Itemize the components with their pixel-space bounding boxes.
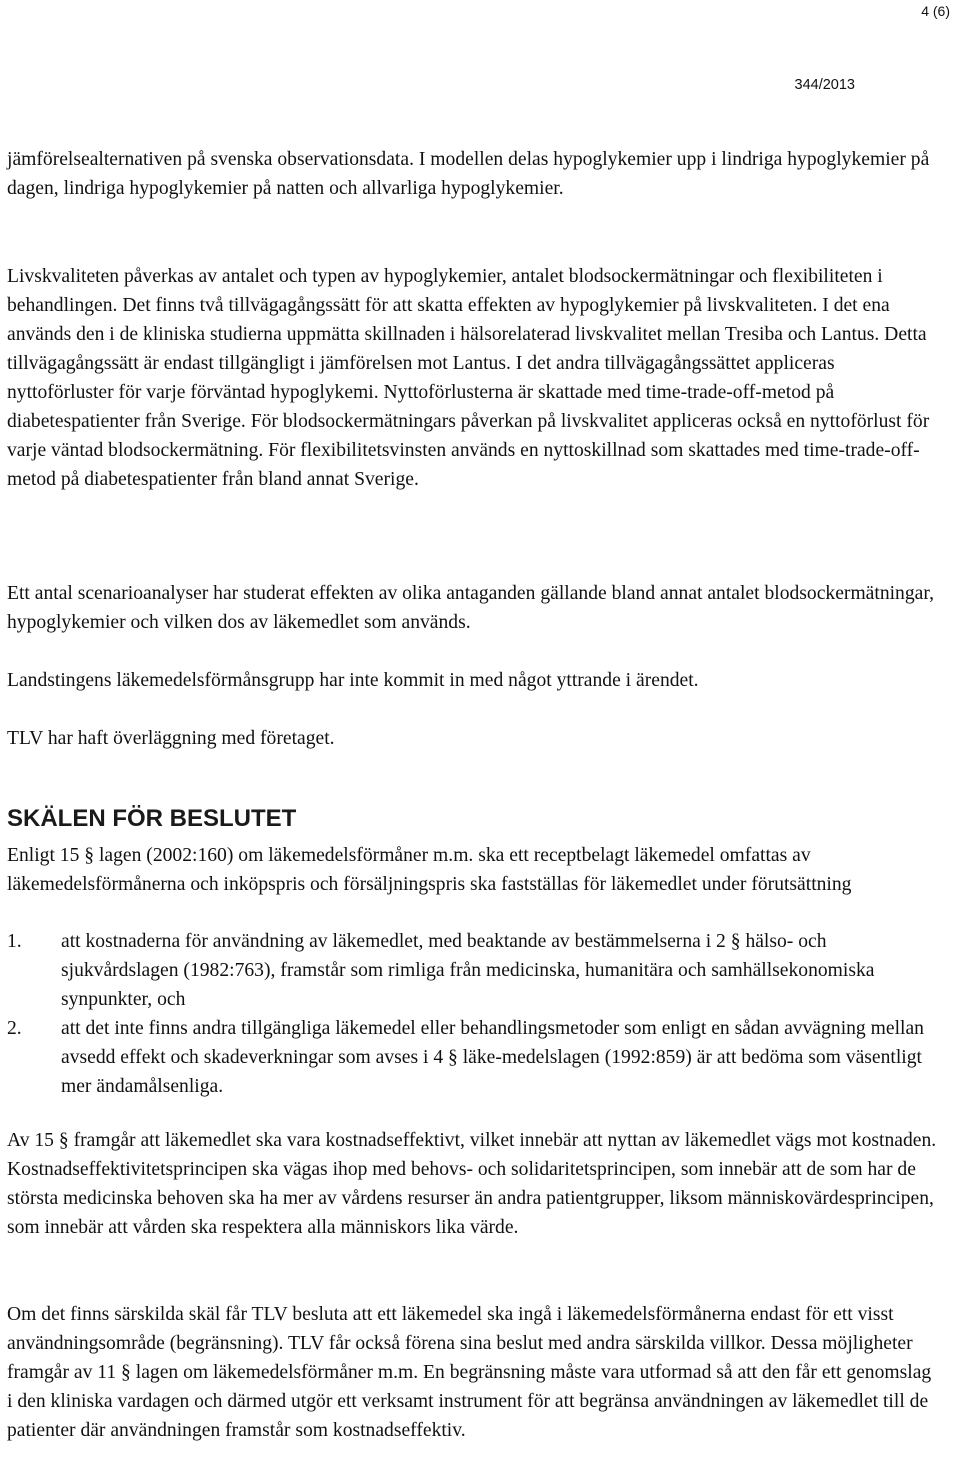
list-item [7, 927, 937, 1014]
conditions-list [7, 927, 937, 1101]
paragraph-landstingen: Landstingens läkemedelsförmånsgrupp har inte kommit in med något yttrande i ärendet. [7, 670, 699, 691]
list-item [7, 1014, 937, 1101]
list-item-text: att det inte finns andra tillgängliga läkemedel eller behandlingsmetoder som enligt en sådan avvägning mellan avsedd effekt och skadeverkningar som avses i 4 § läke-medelslagen (1992:859) är att bedöma som väsentligt mer ändamålsenliga. [61, 1018, 924, 1097]
list-item-number: 1. [7, 931, 22, 952]
paragraph-tlv-deliberation: TLV har haft överläggning med företaget. [7, 728, 335, 749]
page-number: 4 (6) [921, 3, 950, 19]
paragraph-cost-effectiveness: Av 15 § framgår att läkemedlet ska vara kostnadseffektivt, vilket innebär att nyttan av läkemedlet vägs mot kostnaden. Kostnadseffektivitetsprincipen ska vägas ihop med behovs- och solidaritetsprincipen, som innebär att de som har de största medicinska behoven ska ha mer av vårdens resurser än andra patientgrupper, liksom människovärdesprincipen, som innebär att vården ska respektera alla människors lika värde. [7, 1130, 937, 1238]
paragraph-legal-basis: Enligt 15 § lagen (2002:160) om läkemedelsförmåner m.m. ska ett receptbelagt läkemedel omfattas av läkemedelsförmånerna och inköpspris och försäljningspris ska fastställas för läkemedlet under förutsättning [7, 845, 852, 895]
document-reference: 344/2013 [794, 77, 855, 93]
list-item-text: att kostnaderna för användning av läkemedlet, med beaktande av bestämmelserna i 2 § hälso- och sjukvårdslagen (1982:763), framstår som rimliga från medicinska, humanitära och samhällsekonomiska synpunkter, och [61, 931, 875, 1010]
paragraph-scenario-analyses: Ett antal scenarioanalyser har studerat effekten av olika antaganden gällande bland annat antalet blodsockermätningar, hypoglykemier och vilken dos av läkemedlet som används. [7, 583, 934, 633]
paragraph-special-reasons: Om det finns särskilda skäl får TLV besluta att ett läkemedel ska ingå i läkemedelsförmånerna endast för ett visst användningsområde (begränsning). TLV får också förena sina beslut med andra särskilda villkor. Dessa möjligheter framgår av 11 § lagen om läkemedelsförmåner m.m. En begränsning måste vara utformad så att den får ett genomslag i den kliniska vardagen och därmed utgör ett verksamt instrument för att begränsa användningen av läkemedlet till de patienter där användningen framstår som kostnadseffektiv. [7, 1304, 932, 1441]
paragraph-model-hypoglycemia: jämförelsealternativen på svenska observationsdata. I modellen delas hypoglykemier upp i lindriga hypoglykemier på dagen, lindriga hypoglykemier på natten och allvarliga hypoglykemier. [7, 149, 930, 199]
section-heading: SKÄLEN FÖR BESLUTET [7, 805, 297, 832]
list-item-number: 2. [7, 1018, 22, 1039]
paragraph-quality-of-life: Livskvaliteten påverkas av antalet och typen av hypoglykemier, antalet blodsockermätningar och flexibiliteten i behandlingen. Det finns två tillvägagångssätt för att skatta effekten av hypoglykemier på livskvaliteten. I det ena används den i de kliniska studierna uppmätta skillnaden i hälsorelaterad livskvalitet mellan Tresiba och Lantus. Detta tillvägagångssätt är endast tillgängligt i jämförelsen mot Lantus. I det andra tillvägagångssättet appliceras nyttoförluster för varje förväntad hypoglykemi. Nyttoförlusterna är skattade med time-trade-off-metod på diabetespatienter från Sverige. För blodsockermätningars påverkan på livskvalitet appliceras också en nyttoförlust för varje väntad blodsockermätning. För flexibilitetsvinsten används en nyttoskillnad som skattades med time-trade-off-metod på diabetespatienter från bland annat Sverige. [7, 266, 930, 490]
